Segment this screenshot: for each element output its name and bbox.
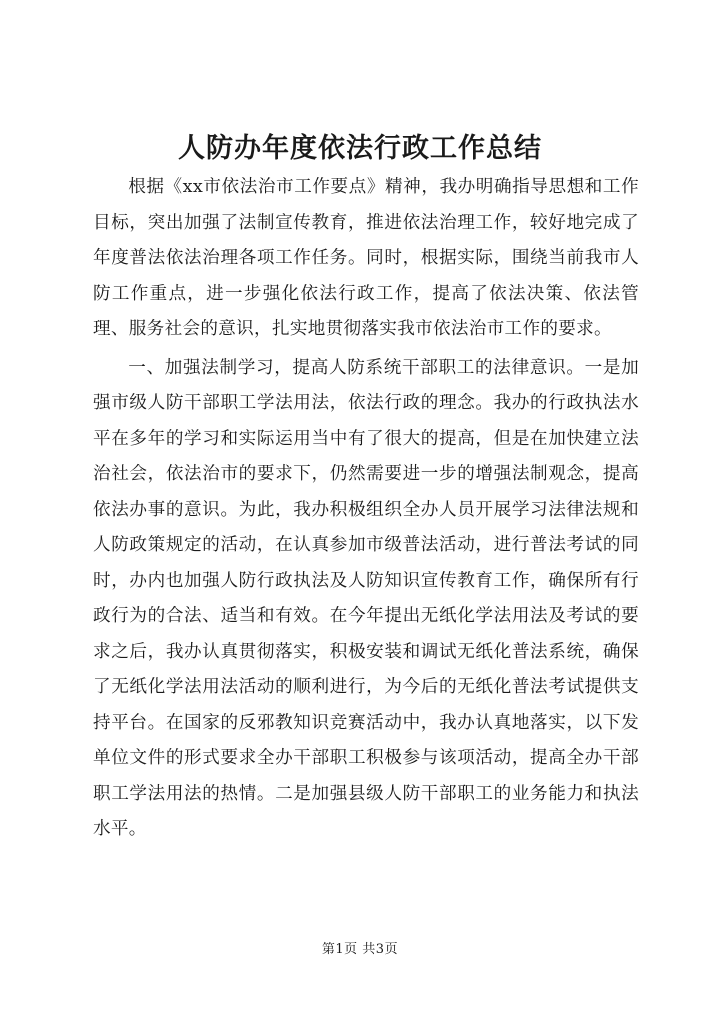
page-footer: 第1页 共3页 xyxy=(321,942,399,957)
document-title: 人防办年度依法行政工作总结 xyxy=(178,133,542,164)
paragraph-section-one: 一、加强法制学习，提高人防系统干部职工的法律意识。一是加强市级人防干部职工学法用法，依法行政的理念。我办的行政执法水平在多年的学习和实际运用当中有了很大的提高，但是在加快建立法治社会，依法治市的要求下，仍然需要进一步的增强法制观念，提高依法办事的意识。为此，我办积极组织全办人员开展学习法律法规和人防政策规定的活动，在认真参加市级普法活动，进行普法考试的同时，办内也加强人防行政执法及人防知识宣传教育工作，确保所有行政行为的合法、适当和有效。在今年提出无纸化学法用法及考试的要求之后，我办认真贯彻落实，积极安装和调试无纸化普法系统，确保了无纸化学法用法活动的顺利进行，为今后的无纸化普法考试提供支持平台。在国家的反邪教知识竞赛活动中，我办认真地落实，以下发单位文件的形式要求全办干部职工积极参与该项活动，提高全办干部职工学法用法的热情。二是加强县级人防干部职工的业务能力和执法水平。 xyxy=(93,357,639,839)
paragraph-intro: 根据《xx市依法治市工作要点》精神，我办明确指导思想和工作目标，突出加强了法制宣传教育，推进依法治理工作，较好地完成了年度普法依法治理各项工作任务。同时，根据实际，围绕当前我市人防工作重点，进一步强化依法行政工作，提高了依法决策、依法管理、服务社会的意识，扎实地贯彻落实我市依法治市工作的要求。 xyxy=(93,177,639,339)
document-body xyxy=(93,170,639,848)
